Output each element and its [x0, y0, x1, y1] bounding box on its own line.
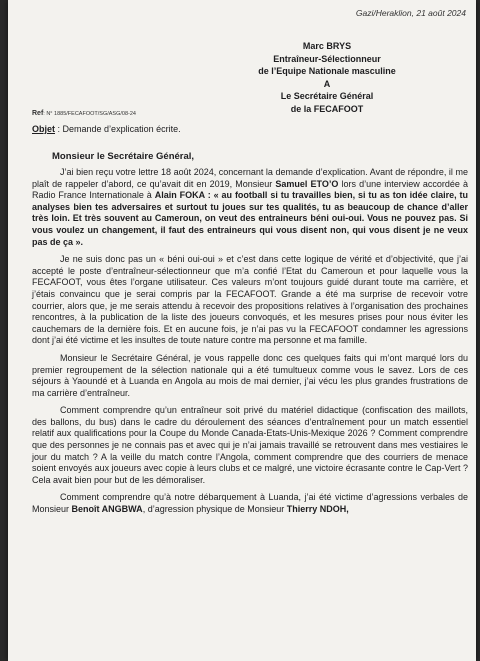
paragraph-1-text: J’ai bien reçu votre lettre 18 août 2024, concernant la demande d’explication. Avant de répondre, il me plaît de rappeler d’abord, ce qu’avait dit en 2019, Monsieur	[32, 167, 468, 189]
salutation: Monsieur le Secrétaire Général,	[52, 151, 195, 162]
place-date: Gazi/Heraklion, 21 août 2024	[355, 8, 466, 18]
quote-text: « au football si tu travailles bien, si tu as ton idée claire, tu analyses bien tes adversaires et surtout tu joues sur tes qualités, tu as beaucoup de chance d’aller très loin. Et très souvent au Cameroun, on veut des entraineurs béni oui-oui. Vous ne pouvez pas. Si vous voulez un changement, il faut des entraineurs qui vous disent non, qui vous disent je ne veux pas de ça ».	[32, 190, 468, 247]
object-line	[32, 124, 181, 134]
paragraph-1-text-b: lors d’une interview accordée à Radio France Internationale à	[32, 178, 468, 201]
name-benoit-angbwa: Benoît ANGBWA	[71, 504, 143, 515]
sender-team: de l’Equipe Nationale masculine	[258, 66, 396, 76]
reference-value: : N° 1885/FECAFOOT/SG/ASG/08-24	[43, 111, 136, 117]
name-samuel-etoo: Samuel ETO’O	[275, 178, 339, 189]
letter-body	[32, 167, 468, 520]
object-value: : Demande d’explication écrite.	[57, 124, 181, 134]
paragraph-2: Je ne suis donc pas un « béni oui-oui » et c’est dans cette logique de vérité et d’objectivité, que j’ai accepté le poste d’entraîneur-sélectionneur que m’a confié l’Etat du Cameroun et pour laquelle vous la FECAFOOT, vous êtes l’organe utilisateur. Ces valeurs m’ont toujours guidé durant toute ma carrière, et j’étais convaincu que je serai compris par la FECAFOOT. Grande a été ma surprise de recevoir votre courrier, alors que, je me serais attendu à recevoir des propositions relatives à l’organisation des prochaines rencontres, à la publication de la liste des joueurs convoqués, et les mesures prises pour nous éviter les cauchemars de la dernière fois. Et en aucune fois, je n’ai pas vu la FECAFOOT condamner les agressions dont j’ai été victime et les insultes de toute nature contre ma personne et ma famille.	[32, 254, 468, 346]
paragraph-4: Comment comprendre qu’un entraîneur soit privé du matériel didactique (confiscation des maillots, des ballons, du bus) dans le cadre du déroulement des séances d’entraînement pour un match essentiel relatif aux qualifications pour la Coupe du Monde Canada-Etats-Unis-Mexique 2026 ? Comment comprendre que des personnes je ne connais pas et avec qui je n’ai jamais travaillé se retrouvent dans mes vestiaires le jour du match ? A la veille du match contre l’Angola, comment comprendre que des courriers de menace soient envoyés aux joueurs avec copie à leurs clubs et ce malgré, une victoire écrasante contre le Cap-Vert ? Cela avait bien pour but de les démoraliser.	[32, 405, 468, 485]
paragraph-5	[32, 492, 468, 515]
recipient-to: A	[323, 78, 331, 89]
recipient-block	[184, 40, 470, 115]
reference-line	[32, 110, 136, 117]
paragraph-5-text: Comment comprendre qu’à notre débarquement à Luanda, j’ai été victime d’agressions verbales de Monsieur	[32, 492, 468, 515]
sender-name: Marc BRYS	[302, 41, 352, 51]
reference-label: Ref	[32, 110, 44, 117]
name-alain-foka: Alain FOKA :	[154, 190, 211, 201]
sender-title: Entraîneur-Sélectionneur	[273, 53, 381, 64]
paragraph-1	[32, 167, 468, 248]
paragraph-3: Monsieur le Secrétaire Général, je vous rappelle donc ces quelques faits qui m’ont marqué lors du premier regroupement de la sélection nationale qui a été tumultueux comme vous le savez. Lors de ces séjours à Yaoundé et à Luanda en Angola au mois de mai dernier, j’ai vécu les plus grandes frustrations de ma carrière d’entraîneur.	[32, 352, 468, 398]
recipient-title: Le Secrétaire Général	[280, 91, 374, 101]
object-label: Objet	[32, 124, 56, 134]
name-thierry-ndoh: Thierry NDOH,	[286, 504, 349, 515]
letter-page	[8, 0, 476, 661]
recipient-org: de la FECAFOOT	[290, 103, 364, 114]
paragraph-5-text-b: , d’agression physique de Monsieur	[142, 504, 287, 515]
